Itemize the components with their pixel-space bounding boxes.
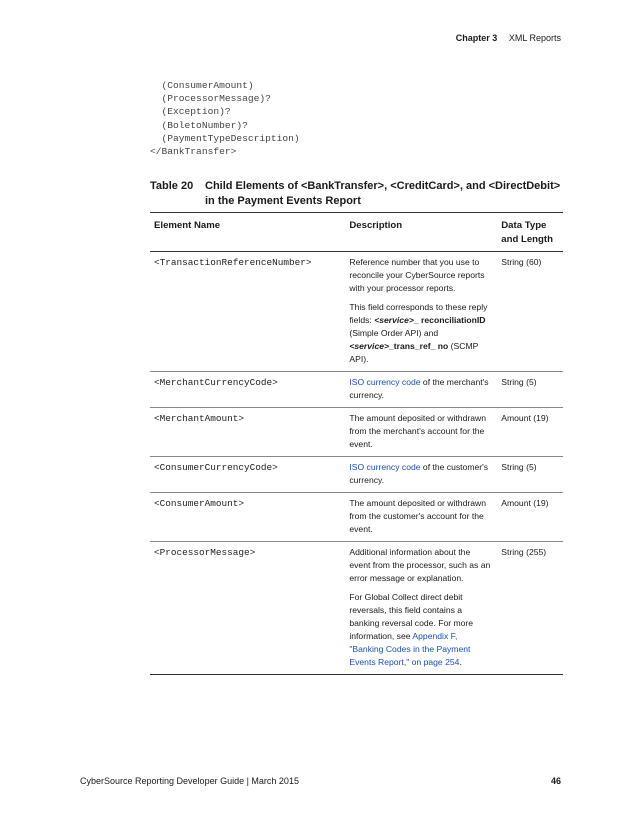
table-row: [150, 372, 563, 408]
table-row: [150, 542, 563, 675]
data-type: Amount (19): [497, 408, 563, 457]
chapter-label: Chapter 3: [455, 33, 498, 43]
iso-currency-code-link[interactable]: ISO currency code: [349, 377, 421, 387]
description-paragraph: Additional information about the event from the processor, such as an error message or explanation.: [349, 547, 491, 583]
table-row: [150, 408, 563, 457]
code-line: (ConsumerAmount): [150, 80, 254, 91]
data-type: Amount (19): [497, 493, 563, 542]
desc-text: (Simple Order API) and: [349, 328, 439, 338]
table-title: Child Elements of <BankTransfer>, <CreditCard>, and <DirectDebit> in the Payment Events Report: [205, 180, 561, 207]
column-header: Description: [345, 213, 497, 252]
data-type: String (5): [497, 457, 563, 493]
code-line: (ProcessorMessage)?: [150, 93, 271, 105]
element-name: <ConsumerAmount>: [150, 493, 345, 542]
desc-text: .: [459, 657, 462, 667]
element-name: <ConsumerCurrencyCode>: [150, 457, 345, 493]
desc-italic: <service>: [374, 315, 414, 325]
table-row: [150, 457, 563, 493]
code-line: (BoletoNumber)?: [150, 119, 248, 131]
child-elements-table: [150, 212, 563, 675]
running-header: [456, 33, 561, 43]
description-paragraph: [349, 301, 493, 366]
element-description: [345, 542, 497, 675]
element-description: The amount deposited or withdrawn from the merchant's account for the event.: [345, 408, 497, 457]
column-header: Data Type and Length: [497, 213, 563, 252]
description-paragraph: [349, 591, 493, 669]
section-label: XML Reports: [508, 33, 561, 43]
desc-text: For Global Collect direct debit reversals, this field contains a banking reversal code. For more information, see: [349, 592, 474, 641]
code-line: </BankTransfer>: [150, 146, 237, 158]
element-description: [345, 372, 497, 408]
table-header-row: [150, 213, 563, 252]
desc-bold: _ reconciliationID: [413, 315, 486, 325]
table-row: [150, 493, 563, 542]
table-row: [150, 252, 563, 372]
element-name: <ProcessorMessage>: [150, 542, 345, 675]
description-paragraph: Reference number that you use to reconcile your CyberSource reports with your processor reports.: [349, 257, 485, 293]
table-number: Table 20: [150, 180, 194, 192]
appendix-f-link[interactable]: Appendix F, "Banking Codes in the Payment Events Report," on page 254: [349, 631, 471, 667]
code-line: (PaymentTypeDescription): [150, 132, 300, 144]
data-type: String (60): [497, 252, 563, 372]
element-description: [345, 457, 497, 493]
data-type: String (5): [497, 372, 563, 408]
desc-text: of the customer's currency.: [349, 462, 489, 485]
element-name: <MerchantCurrencyCode>: [150, 372, 345, 408]
desc-text: This field corresponds to these reply fields:: [349, 302, 488, 325]
code-line: (Exception)?: [150, 106, 231, 118]
column-header: Element Name: [150, 213, 345, 252]
data-type: String (255): [497, 542, 563, 675]
footer-text: CyberSource Reporting Developer Guide | March 2015: [80, 776, 299, 786]
page-number: 46: [550, 776, 561, 786]
element-name: <MerchantAmount>: [150, 408, 345, 457]
iso-currency-code-link[interactable]: ISO currency code: [349, 462, 421, 472]
desc-bold: _trans_ref_ no: [389, 341, 449, 351]
element-description: The amount deposited or withdrawn from the customer's account for the event.: [345, 493, 497, 542]
desc-italic: <service>: [349, 341, 390, 351]
xml-code-block: [150, 79, 300, 158]
desc-text: (SCMP API).: [349, 341, 479, 364]
element-name: <TransactionReferenceNumber>: [150, 252, 345, 372]
element-description: [345, 252, 497, 372]
desc-text: of the merchant's currency.: [349, 377, 489, 400]
